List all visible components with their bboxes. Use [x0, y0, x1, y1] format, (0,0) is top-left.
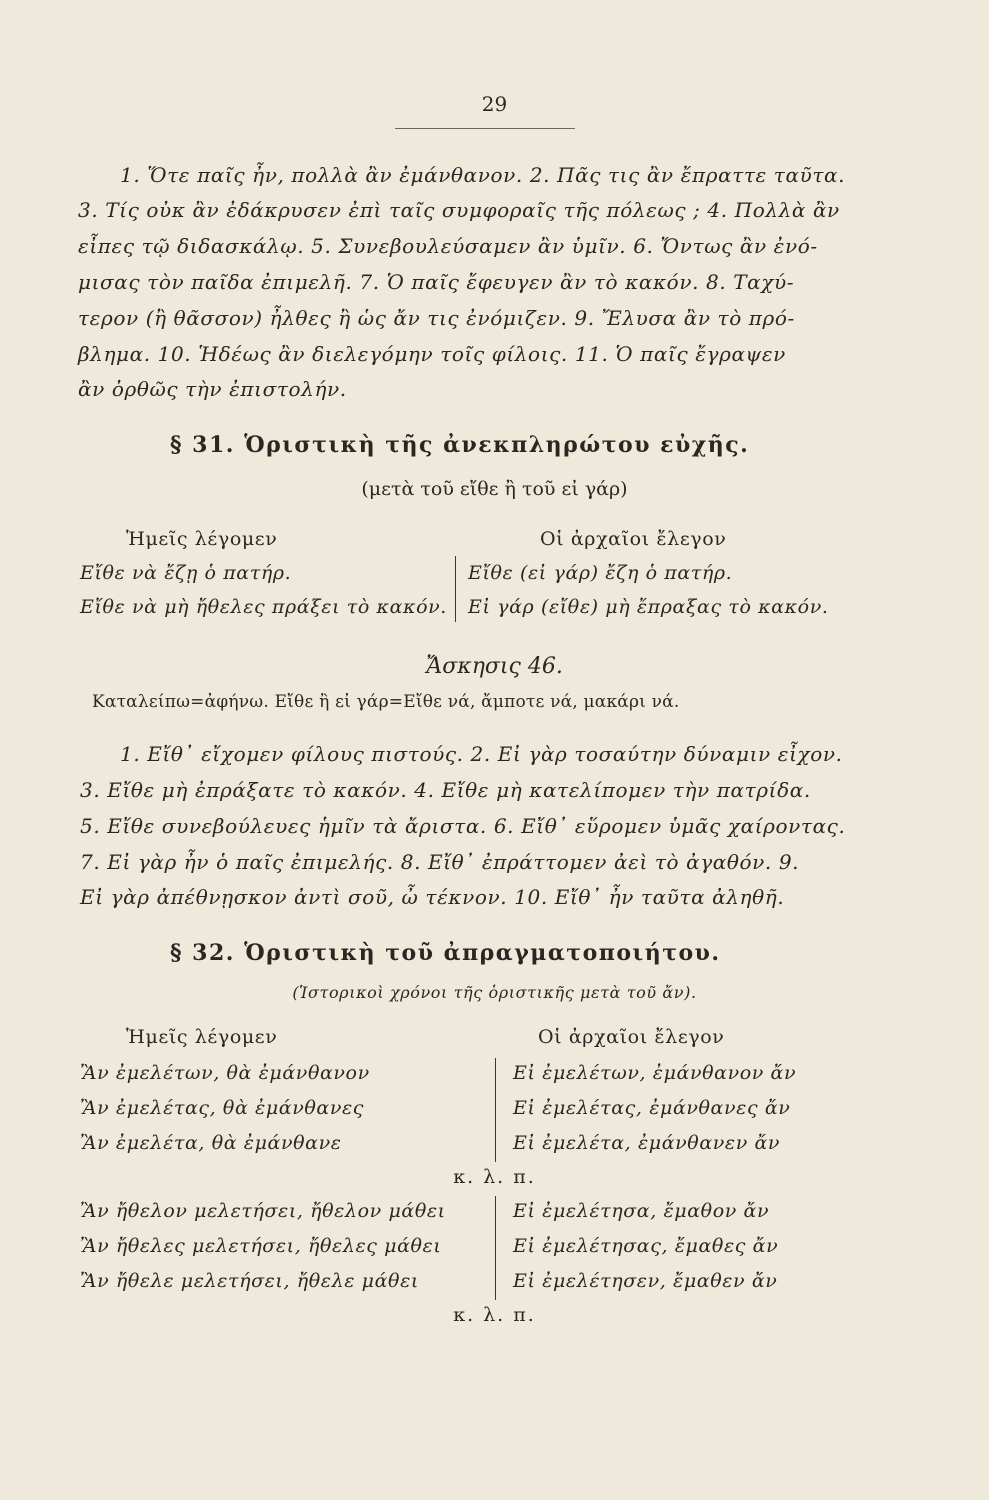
text-line: Εἰ γὰρ ἀπέθνῃσκον ἀντὶ σοῦ, ὦ τέκνον. 10. Εἴθ᾽ ἦν ταῦτα ἀληθῆ.: [80, 885, 785, 909]
right-row: Εἰ ἐμελέτησα, ἔμαθον ἄν: [513, 1200, 770, 1222]
section-32-subheading: (Ἱστορικοὶ χρόνοι τῆς ὁριστικῆς μετὰ τοῦ ἄν).: [292, 983, 697, 1002]
text-line: 1. Ὅτε παῖς ἦν, πολλὰ ἂν ἐμάνθανον. 2. Πᾶς τις ἂν ἔπραττε ταῦτα.: [120, 163, 846, 187]
left-row: Ἂν ἐμελέτων, θὰ ἐμάνθανον: [80, 1062, 370, 1084]
exercise-46-vocabulary: Καταλείπω=ἀφήνω. Εἴθε ἢ εἰ γάρ=Εἴθε νά, ἄμποτε νά, μακάρι νά.: [92, 692, 680, 712]
text-line: μισας τὸν παῖδα ἐπιμελῆ. 7. Ὁ παῖς ἔφευγεν ἂν τὸ κακόν. 8. Ταχύ-: [78, 270, 795, 294]
header-rule: [395, 128, 575, 129]
column-divider: [495, 1058, 496, 1162]
right-row: Εἴθε (εἰ γάρ) ἔζη ὁ πατήρ.: [468, 562, 733, 584]
text-line: 1. Εἴθ᾽ εἴχομεν φίλους πιστούς. 2. Εἰ γὰρ τοσαύτην δύναμιν εἶχον.: [120, 742, 843, 766]
left-row: Ἂν ἐμελέτας, θὰ ἐμάνθανες: [80, 1097, 365, 1119]
right-row: Εἰ ἐμελέτας, ἐμάνθανες ἄν: [513, 1097, 791, 1119]
right-row: Εἰ ἐμελέτησας, ἔμαθες ἄν: [513, 1235, 779, 1257]
section-31-subheading: (μετὰ τοῦ εἴθε ἢ τοῦ εἰ γάρ): [361, 478, 628, 500]
left-row: Ἂν ἤθελε μελετήσει, ἤθελε μάθει: [80, 1270, 419, 1292]
text-line: 7. Εἰ γὰρ ἦν ὁ παῖς ἐπιμελής. 8. Εἴθ᾽ ἐπράττομεν ἀεὶ τὸ ἀγαθόν. 9.: [80, 850, 800, 874]
right-row: Εἰ ἐμελέτησεν, ἔμαθεν ἄν: [513, 1270, 778, 1292]
left-column-header: Ἡμεῖς λέγομεν: [126, 1026, 278, 1048]
column-divider: [455, 556, 456, 622]
left-row: Ἂν ἐμελέτα, θὰ ἐμάνθανε: [80, 1132, 342, 1154]
text-line: 5. Εἴθε συνεβούλευες ἡμῖν τὰ ἄριστα. 6. Εἴθ᾽ εὕρομεν ὑμᾶς χαίροντας.: [80, 814, 846, 838]
page-number: 29: [481, 92, 508, 116]
right-row: Εἰ ἐμελέτων, ἐμάνθανον ἄν: [513, 1062, 797, 1084]
left-row: Εἴθε νὰ ἔζῃ ὁ πατήρ.: [80, 562, 292, 584]
text-line: βλημα. 10. Ἡδέως ἂν διελεγόμην τοῖς φίλοις. 11. Ὁ παῖς ἔγραψεν: [78, 342, 786, 366]
left-row: Εἴθε νὰ μὴ ἤθελες πράξει τὸ κακόν.: [80, 596, 447, 618]
right-row: Εἰ ἐμελέτα, ἐμάνθανεν ἄν: [513, 1132, 781, 1154]
text-line: εἶπες τῷ διδασκάλῳ. 5. Συνεβουλεύσαμεν ἂν ὑμῖν. 6. Ὄντως ἂν ἐνό-: [78, 234, 818, 258]
section-32-heading: § 32. Ὁριστικὴ τοῦ ἀπραγματοποιήτου.: [170, 940, 721, 966]
right-column-header: Οἱ ἀρχαῖοι ἔλεγον: [540, 528, 727, 550]
right-column-header: Οἱ ἀρχαῖοι ἔλεγον: [538, 1026, 725, 1048]
text-line: ἂν ὀρθῶς τὴν ἐπιστολήν.: [78, 377, 347, 401]
text-line: 3. Τίς οὐκ ἂν ἐδάκρυσεν ἐπὶ ταῖς συμφοραῖς τῆς πόλεως ; 4. Πολλὰ ἂν: [78, 198, 840, 222]
exercise-46-title: Ἄσκησις 46.: [426, 654, 563, 679]
left-row: Ἂν ἤθελον μελετήσει, ἤθελον μάθει: [80, 1200, 446, 1222]
etc-label: κ. λ. π.: [453, 1166, 536, 1188]
etc-label: κ. λ. π.: [453, 1304, 536, 1326]
left-column-header: Ἡμεῖς λέγομεν: [126, 528, 278, 550]
text-line: τερον (ἢ θᾶσσον) ἦλθες ἢ ὡς ἄν τις ἐνόμιζεν. 9. Ἔλυσα ἂν τὸ πρό-: [78, 306, 795, 330]
left-row: Ἂν ἤθελες μελετήσει, ἤθελες μάθει: [80, 1235, 442, 1257]
text-line: 3. Εἴθε μὴ ἐπράξατε τὸ κακόν. 4. Εἴθε μὴ κατελίπομεν τὴν πατρίδα.: [80, 778, 811, 802]
section-31-heading: § 31. Ὁριστικὴ τῆς ἀνεκπληρώτου εὐχῆς.: [170, 432, 750, 458]
right-row: Εἰ γάρ (εἴθε) μὴ ἔπραξας τὸ κακόν.: [468, 596, 829, 618]
column-divider: [495, 1196, 496, 1300]
